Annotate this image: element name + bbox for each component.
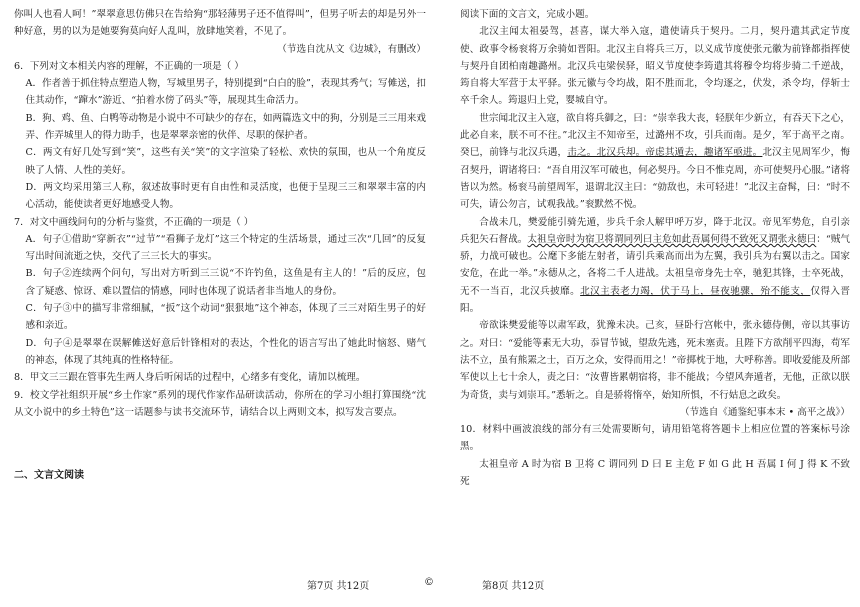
question-6-option-b: B．狗、鸡、鱼、白鸭等动物是小说中不可缺少的存在，如两篇选文中的狗，分别是三三用来戏弄、作弄城里人的得力助手，也是翠翠亲密的伙伴、尽职的保护者。 <box>25 112 426 142</box>
story-excerpt-continuation: 你叫人也看人呵！”翠翠意思仿佛只在告给狗“那轻薄男子还不值得叫”，但男子听去的却是另外一种好意，男的以为是她要狗莫向好人乱叫，放肆地笑着，不见了。 <box>14 9 426 38</box>
question-9: 9．校文学社组织开展“乡土作家”系列的现代作家作品研读活动，你所在的学习小组打算围绕“沈从文小说中的乡土特色”这一话题参与读书交流环节，请结合以上两则文本，拟写发言要点。 <box>14 389 426 418</box>
question-7-option-c: C．句子③中的描写非常细腻，“扳”这个动词“狠狠地”这个神态，体现了三三对陌生男子的好感和亲近。 <box>25 303 426 332</box>
classical-paragraph-1: 北汉主闻太祖晏驾，甚喜，谋大举入寇，遣使请兵于契丹。二月，契丹遣其武定节度使、政事令杨衮将万余骑如晋阳。北汉主自将兵三万，以义成节度使张元徽为前锋都指挥使与契丹自团柏南趣潞州。北汉兵屯梁侯驿，昭义节度使李筠遣其将穆令均将步骑二千逆战，筠自将大军营于太平驿。张元徽与令均战，阳不胜而北，令均逐之，伏发，杀令均，俘斩士卒千余人。筠退归上党，婴城自守。 <box>460 26 850 107</box>
wavy-underlined-sentence: 太祖皇帝时为宿卫将谓同列曰主危如此吾属何得不致死又谓张永德曰 <box>527 233 817 245</box>
paragraph-3-text-1: 合战未几，樊爱能引骑先遁，步兵千余人解甲呼万岁，降于北汉。帝见军势危，自引亲兵犯矢石督战。 <box>460 216 850 245</box>
question-6-option-d: D．两文均采用第三人称，叙述故事时更有自由性和灵活度，也便于呈现三三和翠翠丰富的内心活动，能使读者更好地感受人物。 <box>25 181 426 211</box>
paragraph-3-text-2: ：“贼气骄，力战可破也。公麾下多能左射者，请引兵乘高而出为左翼，我引兵为右翼以击之。国家安危，在此一举。”永德从之，各将二千人进战。太祖皇帝身先士卒，驰犯其锋，士卒死战，无不一当百，北汉兵披靡。 <box>460 233 851 297</box>
question-6-stem: 6．下列对文本相关内容的理解，不正确的一项是（ ） <box>14 60 244 72</box>
left-page-column <box>14 6 426 484</box>
classical-paragraph-2 <box>460 110 850 214</box>
underlined-sentence-2: 北汉主表老力竭，伏于马上，昼夜驰骤，殆不能支， <box>580 285 811 297</box>
paragraph-3-text-3: 仅得入晋阳。 <box>460 285 851 315</box>
page-number-right: 第8页 共12页 <box>482 581 545 592</box>
section-2-title: 二、文言文阅读 <box>14 470 84 482</box>
underlined-sentence-1: 击之。北汉兵却。帝虑其遁去，趣诸军亟进。 <box>567 147 763 159</box>
classical-source: （节选自《通鉴纪事本末 • 高平之战》） <box>679 406 850 418</box>
classical-paragraph-3 <box>460 214 850 318</box>
question-7-option-b: B．句子②连续两个问句，写出对方听到三三说“不许钓鱼，这鱼是有主人的！”后的反应，包含了疑惑、惊讶、难以置信的情感，同时也体现了说话者非当地人的身份。 <box>25 268 426 297</box>
question-10-sentence: 太祖皇帝 A 时为宿 B 卫将 C 谓同列 D 曰 E 主危 F 如 G 此 H 吾属 I 何 J 得 K 不致死 <box>460 458 850 488</box>
right-page-column <box>460 6 850 490</box>
classical-reading-intro: 阅读下面的文言文，完成小题。 <box>460 9 595 20</box>
page-number-left: 第7页 共12页 <box>307 581 370 592</box>
question-8: 8．甲文三三跟在管事先生两人身后听闲话的过程中，心绪多有变化，请加以梳理。 <box>14 372 366 384</box>
paragraph-2-text-1: 世宗闻北汉主入寇，欲自将兵御之，曰：“崇幸我大丧，轻朕年少新立，有吞天下之心，此必自来，朕不可不往。”北汉主不知帝至，过潞州不攻，引兵而南。是夕，军于高平之南。癸巳，前锋与北汉兵遇， <box>460 112 850 159</box>
question-6-option-c: C．两文有好几处写到“笑”，这些有关“笑”的文字渲染了轻松、欢快的氛围，也从一个角度反映了人情、人性的美好。 <box>25 147 426 176</box>
story-source: （节选自沈从文《边城》，有删改） <box>277 43 426 55</box>
question-10: 10．材料中画波浪线的部分有三处需要断句，请用铅笔将答题卡上相应位置的答案标号涂黑。 <box>460 424 850 453</box>
question-7-option-a: A．句子①借助“穿新衣”“过节”“看狮子龙灯”这三个特定的生活场景，通过三次“几回”的反复写出时间流逝之快，交代了三三长大的事实。 <box>25 233 426 263</box>
copyright-symbol: © <box>424 577 434 588</box>
page-footer <box>0 577 860 597</box>
classical-paragraph-4: 帝欲诛樊爱能等以肃军政，犹豫未决。己亥，昼卧行宫帐中，张永德侍侧，帝以其事访之。对曰：“爱能等素无大功，忝冒节钺，望敌先逃，死未塞责。且陛下方欲削平四海，苟军法不立，虽有熊罴之士，百万之众，安得而用之！”帝掷枕于地，大呼称善。即收爱能及所部军使以上七十余人，责之曰：“汝曹皆累朝宿将，非不能战；今望风奔遁者，无他，正欲以朕为奇货，卖与刘崇耳。”悉斩之。自是骄将惰卒，始知所惧，不行姑息之政矣。 <box>460 320 850 401</box>
paragraph-2-text-2: 北汉主见周军少，悔召契丹，谓诸将曰：“吾自用汉军可破也，何必契丹。今日不惟克周，亦可使契丹心服。”诸将皆以为然。杨衮马前望周军，退谓北汉主曰：“勍敌也，未可轻进！”北汉主奋髯，曰：“时不可失，请公勿言，试观我战。”衮默然不悦。 <box>460 147 851 211</box>
question-7-stem: 7．对文中画线问句的分析与鉴赏，不正确的一项是（ ） <box>14 216 254 228</box>
question-6-option-a: A．作者善于抓住特点塑造人物，写城里男子，特别提到“白白的脸”，表现其秀气；写傩送，扣住其动作，“蹿水”游近、“拍着水傍了码头”等，展现其生命活力。 <box>25 78 427 107</box>
answer-space <box>14 421 426 467</box>
question-7-option-d: D．句子④是翠翠在误解傩送好意后针锋相对的表达，个性化的语言写出了她此时恼怒、赌气的神态，体现了其纯真的性格特征。 <box>25 337 426 366</box>
